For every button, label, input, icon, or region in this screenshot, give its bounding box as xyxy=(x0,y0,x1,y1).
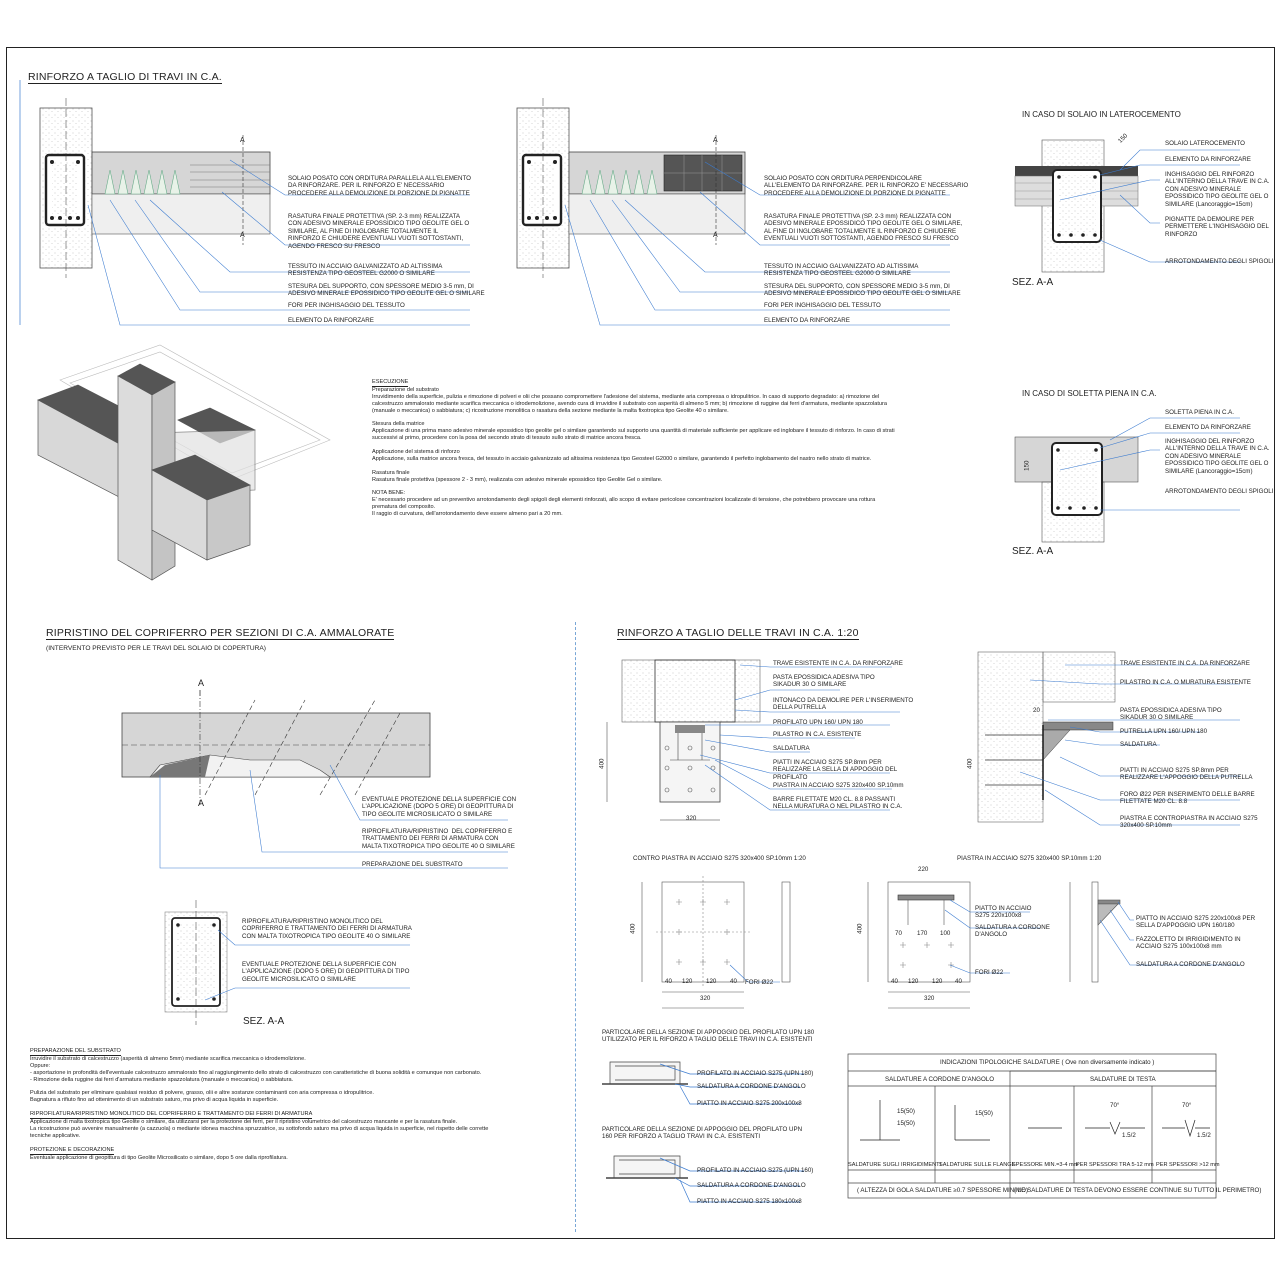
weld-cell: SPESSORE MIN.=3-4 mm xyxy=(1012,1162,1079,1168)
latero-title: IN CASO DI SOLAIO IN LATEROCEMENTO xyxy=(1022,110,1181,119)
piastra-dim: 40 xyxy=(955,978,962,985)
travi-right-callout: PILASTRO IN C.A. O MURATURA ESISTENTE xyxy=(1120,679,1251,686)
callout-stesura: STESURA DEL SUPPORTO, CON SPESSORE MEDIO 3-5 mm, DI ADESIVO MINERALE EPOSSIDICO TIPO GEOLITE GEL O SIMILARE xyxy=(288,283,485,298)
weld-mark: 70° xyxy=(1110,1102,1120,1109)
section-marker-a: A xyxy=(713,232,718,239)
ripristino-notes: PREPARAZIONE DEL SUBSTRATO Irruvidire il substrato di calcestruzzo (asperità di almeno 5mm) mediante scarifica meccanica o idrodemolizione. Oppure: - asportazione in profondità dell'eventuale calcestruzzo ammalorato fino al raggiungimento dello strato di calcestruzzo con caratteristiche di buona solidità e comunque non carbonato. - Rimozione della ruggine dai ferri d'armatura mediante spazzolatura (manuale o meccanica) o sabbiatura. Pulizia del substrato per eliminare qualsiasi residuo di polvere, grasso, olii e altre sostanze contaminanti con aria compressa o idropulitrice. Bagnatura a rifiuto fino ad ottenimento di un substrato saturo, ma privo di acqua liquida in superficie. RIPROFILATURA/RIPRISTINO MONOLITICO DEL COPRIFERRO E TRATTAMENTO DEI FERRI DI ARMATURA Applicazione di malta tixotropica tipo Geolite o similare, da utilizzarsi per la protezione dei ferri, per il ripristino volumetrico del calcestruzzo mancante e per la rasatura finale. La ricostruzione può avvenire manualmente (a cazzuola) o mediante idonea macchina spruzzatrice, su sottofondo saturo ma privo di acqua liquida in superficie, nel rispetto delle corrette tecniche applicative. PROTEZIONE E DECORAZIONE Eventuale applicazione di geopittura di tipo Geolite Microsilicato o similare, dopo 5 ore dalla riprofilatura. xyxy=(30,1048,489,1161)
ripristino-title: RIPRISTINO DEL COPRIFERRO PER SEZIONI DI C.A. AMMALORATE xyxy=(46,627,395,639)
dim-20: 20 xyxy=(1033,707,1040,714)
piastra-dim: 120 xyxy=(908,978,919,985)
latero-callout: ARROTONDAMENTO DEGLI SPIGOLI xyxy=(1165,258,1274,265)
callout-solaio-perpendicolare: SOLAIO POSATO CON ORDITURA PERPENDICOLARE ALL'ELEMENTO DA RINFORZARE. PER IL RINFORZO E' NECESSARIO PROCEDERE ALLA DEMOLIZIONE DI PORZIONE DI PIGNATTE xyxy=(764,175,969,197)
contro-dim: 40 xyxy=(730,978,737,985)
soletta-callout: ELEMENTO DA RINFORZARE xyxy=(1165,424,1251,431)
soletta-callout: SOLETTA PIENA IN C.A. xyxy=(1165,409,1234,416)
callout-rasatura: RASATURA FINALE PROTETTIVA (SP. 2-3 mm) REALIZZATA CON ADESIVO MINERALE EPOSSIDICO TIPO GEOLITE GEL O SIMILARE, AL FINE DI INGLOBARE TOTALMENTE IL RINFORZO E CHIUDERE EVENTUALI VUOTI SOTTOSTANTI, AGENDO FRESCO SU FRESCO xyxy=(288,213,470,250)
contro-dim: 40 xyxy=(665,978,672,985)
travi-left-callout: SALDATURA xyxy=(773,745,810,752)
vertical-divider xyxy=(575,622,576,1232)
piastra-dim: 120 xyxy=(932,978,943,985)
ripristino-section-callout: EVENTUALE PROTEZIONE DELLA SUPERFICIE CON L'APPLICAZIONE (DOPO 5 ORE) DI GEOPITTURA DI TIPO GEOLITE MICROSILICATO O SIMILARE xyxy=(242,961,410,983)
weld-foot-a: ( ALTEZZA DI GOLA SALDATURE ≥0.7 SPESSORE MINIMO) xyxy=(857,1187,1028,1194)
piastra-dim-height: 400 xyxy=(856,923,864,934)
weld-col-a: SALDATURE A CORDONE D'ANGOLO xyxy=(885,1076,995,1083)
callout-tessuto: TESSUTO IN ACCIAIO GALVANIZZATO AD ALTISSIMA RESISTENZA TIPO GEOSTEEL G2000 O SIMILARE xyxy=(764,263,919,278)
latero-callout: ELEMENTO DA RINFORZARE xyxy=(1165,156,1251,163)
upn160-detail-drawing xyxy=(606,1156,804,1202)
weld-foot-b: ( LE SALDATURE DI TESTA DEVONO ESSERE CONTINUE SU TUTTO IL PERIMETRO) xyxy=(1014,1187,1262,1194)
latero-callout: INGHISAGGIO DEL RINFORZO ALL'INTERNO DELLA TRAVE IN C.A. CON ADESIVO MINERALE EPOSSIDICO TIPO GEOLITE GEL O SIMILARE (Lancoraggio=15cm) xyxy=(1165,171,1270,208)
callout-fori: FORI PER INGHISAGGIO DEL TESSUTO xyxy=(764,302,881,309)
upn180-callout: SALDATURA A CORDONE D'ANGOLO xyxy=(697,1083,806,1090)
soletta-callout: ARROTONDAMENTO DEGLI SPIGOLI xyxy=(1165,488,1274,495)
weld-mark: 15(50) xyxy=(897,1120,915,1127)
fazzoletto-callout: FAZZOLETTO DI IRRIGIDIMENTO IN ACCIAIO S275 100x100x8 mm xyxy=(1136,936,1241,951)
esecuzione-text: ESECUZIONE Preparazione del substrato Irruvidimento della superficie, pulizia e rimozione di polveri e olii che possano compromettere l'adesione del sistema, mediante aria compressa o idropulitrice. In caso di supporto degradato: a) rimozione del calcestruzzo ammalorato mediante scarifica meccanica o idrodemolizione, avendo cura di irruvidire il substrato con asperità di almeno 5 mm; b) rimozione di ruggine dai ferri d'armatura, mediante spazzolatura (manuale o meccanica) o sabbiatura; c) ricostruzione monolitica o rasatura della sezione mediante la malta fixotropica tipo Geolite 40 o similare. Stesura della matrice Applicazione di una prima mano adesivo minerale epossidico tipo geolite gel o similare garantendo sul supporto una quantità di materiale sufficiente per applicare ed inglobare il tessuto di rinforzo. In caso di strati successivi al primo, procedere con la posa del secondo strato di tessuto sullo strato di matrice ancora fresca. Applicazione del sistema di rinforzo Applicazione, sulla matrice ancora fresca, del tessuto in acciaio galvanizzato ad altissima resistenza tipo Geosteel G2000 o similare, garantendo il perfetto inglobamento del nastro nello strato di matrice. Rasatura finale Rasatura finale protettiva (spessore 2 - 3 mm), realizzata con adesivo minerale epossidico tipo Geolite Gel o similare. NOTA BENE: E' necessario procedere ad un preventivo arrotondamento degli spigoli degli elementi rinforzati, allo scopo di evitare pericolose concentrazioni localizzate di tensione, che potrebbero provocare una rottura prematura del composito. Il raggio di curvatura, dell'arrotondamento deve essere almeno pari a 20 mm. xyxy=(372,379,895,518)
upn160-callout: PIATTO IN ACCIAIO S275 180x100x8 xyxy=(697,1198,802,1205)
upn160-title: PARTICOLARE DELLA SEZIONE DI APPOGGIO DEL PROFILATO UPN 160 PER RIFORZO A TAGLIO TRAVI IN C.A. ESISTENTI xyxy=(602,1126,803,1141)
callout-solaio-parallelo: SOLAIO POSATO CON ORDITURA PARALLELA ALL'ELEMENTO DA RINFORZARE. PER IL RINFORZO E' NECESSARIO PROCEDERE ALLA DEMOLIZIONE DI PORZIONE DI PIGNATTE xyxy=(288,175,471,197)
ripristino-section-label: SEZ. A-A xyxy=(243,1016,285,1027)
section-marker-a: A xyxy=(240,232,245,239)
latero-callout: PIGNATTE DA DEMOLIRE PER PERMETTERE L'INGHISAGGIO DEL RINFORZO xyxy=(1165,216,1269,238)
travi-right-callout: PIASTRA E CONTROPIASTRA IN ACCIAIO S275 320x400 SP.10mm xyxy=(1120,815,1258,830)
weld-col-b: SALDATURE DI TESTA xyxy=(1090,1076,1156,1083)
weld-mark: 15(50) xyxy=(975,1110,993,1117)
ripristino-callout-riprofilatura: RIPROFILATURA/RIPRISTINO DEL COPRIFERRO E TRATTAMENTO DEI FERRI DI ARMATURA CON MALTA TIXOTROPICA TIPO GEOLITE 40 O SIMILARE xyxy=(362,828,515,850)
travi-right-callout: PIATTI IN ACCIAIO S275 SP.8mm PER REALIZZARE L'APPOGGIO DELLA PUTRELLA xyxy=(1120,767,1253,782)
upn160-callout: PROFILATO IN ACCIAIO S275 (UPN 160) xyxy=(697,1167,814,1174)
latero-dim: 150 xyxy=(1116,132,1130,145)
ripristino-section-callout: RIPROFILATURA/RIPRISTINO MONOLITICO DEL COPRIFERRO E TRATTAMENTO DEI FERRI DI ARMATURA CON MALTA TIXOTROPICA TIPO GEOLITE 40 O SIMILARE xyxy=(242,918,412,940)
travi-left-callout: PIATTI IN ACCIAIO S275 SP.8mm PER REALIZZARE LA SELLA DI APPOGGIO DEL PROFILATO xyxy=(773,759,898,781)
callout-elemento: ELEMENTO DA RINFORZARE xyxy=(288,317,374,324)
travi-left-callout: PROFILATO UPN 160/ UPN 180 xyxy=(773,719,863,726)
ripristino-callout-preparazione: PREPARAZIONE DEL SUBSTRATO xyxy=(362,861,463,868)
travi-left-callout: PIASTRA IN ACCIAIO S275 320x400 SP.10mm xyxy=(773,782,904,789)
callout-elemento: ELEMENTO DA RINFORZARE xyxy=(764,317,850,324)
contro-dim-total: 320 xyxy=(700,995,711,1002)
travi-right-callout: SALDATURA xyxy=(1120,741,1157,748)
dim-400: 400 xyxy=(598,758,606,769)
contro-dim-height: 400 xyxy=(629,923,637,934)
piastra-plate-drawing xyxy=(868,882,1040,1008)
piastra-title: PIASTRA IN ACCIAIO S275 320x400 SP.10mm 1:20 xyxy=(957,855,1102,862)
isometric-node-drawing xyxy=(38,345,330,580)
travi-right-callout: FORO Ø22 PER INSERIMENTO DELLE BARRE FILETTATE M20 CL. 8.8 xyxy=(1120,791,1255,806)
piastra-callout: SALDATURA A CORDONE D'ANGOLO xyxy=(975,924,1050,939)
weld-mark: 70° xyxy=(1182,1102,1192,1109)
fazzoletto-callout: PIATTO IN ACCIAIO S275 220x100x8 PER SELLA D'APPOGGIO UPN 160/180 xyxy=(1136,915,1256,930)
section-marker-a: A xyxy=(713,137,718,144)
ripristino-marker-top: A xyxy=(198,678,205,688)
latero-section-label: SEZ. A-A xyxy=(1012,277,1054,288)
ripristino-marker-bottom: A xyxy=(198,798,205,808)
soletta-dim: 150 xyxy=(1023,460,1031,471)
contro-fori: FORI Ø22 xyxy=(745,979,774,986)
travi-left-callout: PASTA EPOSSIDICA ADESIVA TIPO SIKADUR 30 O SIMILARE xyxy=(773,674,875,689)
upn180-callout: PIATTO IN ACCIAIO S275 200x100x8 xyxy=(697,1100,802,1107)
upn180-title: PARTICOLARE DELLA SEZIONE DI APPOGGIO DEL PROFILATO UPN 180 UTILIZZATO PER IL RIFORZO A TAGLIO DELLE TRAVI IN C.A. ESISTENTI xyxy=(602,1029,815,1044)
callout-fori: FORI PER INGHISAGGIO DEL TESSUTO xyxy=(288,302,405,309)
contro-dim: 120 xyxy=(706,978,717,985)
upn160-callout: SALDATURA A CORDONE D'ANGOLO xyxy=(697,1182,806,1189)
soletta-section-label: SEZ. A-A xyxy=(1012,546,1054,557)
section-marker-a: A xyxy=(240,137,245,144)
piastra-dim: 320 xyxy=(924,995,935,1002)
piastra-dim: 100 xyxy=(940,930,951,937)
piastra-dim: 40 xyxy=(891,978,898,985)
travi-right-callout: PASTA EPOSSIDICA ADESIVA TIPO SIKADUR 30 O SIMILARE xyxy=(1120,707,1222,722)
soletta-callout: INGHISAGGIO DEL RINFORZO ALL'INTERNO DELLA TRAVE IN C.A. CON ADESIVO MINERALE EPOSSIDICO TIPO GEOLITE GEL O SIMILARE (Lancoraggio=15cm) xyxy=(1165,438,1270,475)
fazzoletto-callout: SALDATURA A CORDONE D'ANGOLO xyxy=(1136,961,1245,968)
callout-rasatura: RASATURA FINALE PROTETTIVA (SP. 2-3 mm) REALIZZATA CON ADESIVO MINERALE EPOSSIDICO TIPO GEOLITE GEL O SIMILARE, AL FINE DI INGLOBARE TOTALMENTE IL RINFORZO E CHIUDERE EVENTUALI VUOTI SOTTOSTANTI, AGENDO FRESCO SU FRESCO xyxy=(764,213,963,243)
soletta-title: IN CASO DI SOLETTA PIENA IN C.A. xyxy=(1022,389,1157,398)
contro-plate-drawing xyxy=(642,876,790,1008)
weld-cell: PER SPESSORI >12 mm xyxy=(1156,1162,1220,1168)
latero-callout: SOLAIO LATEROCEMENTO xyxy=(1165,140,1245,147)
top-section-title: RINFORZO A TAGLIO DI TRAVI IN C.A. xyxy=(28,71,222,83)
weld-cell: SALDATURE SUGLI IRRIGIDIMENTI xyxy=(848,1162,942,1168)
travi-left-callout: TRAVE ESISTENTE IN C.A. DA RINFORZARE xyxy=(773,660,903,667)
piastra-dim: 70 xyxy=(895,930,902,937)
travi-left-callout: BARRE FILETTATE M20 CL. 8.8 PASSANTI NELLA MURATURA O NEL PILASTRO IN C.A. xyxy=(773,796,903,811)
callout-tessuto: TESSUTO IN ACCIAIO GALVANIZZATO AD ALTISSIMA RESISTENZA TIPO GEOSTEEL G2000 O SIMILARE xyxy=(288,263,443,278)
soletta-section-drawing xyxy=(1015,418,1240,542)
callout-stesura: STESURA DEL SUPPORTO, CON SPESSORE MEDIO 3-5 mm, DI ADESIVO MINERALE EPOSSIDICO TIPO GEOLITE GEL O SIMILARE xyxy=(764,283,961,298)
weld-mark: 1.5/2 xyxy=(1122,1132,1136,1139)
ripristino-subtitle: (INTERVENTO PREVISTO PER LE TRAVI DEL SOLAIO DI COPERTURA) xyxy=(46,645,266,652)
upn180-callout: PROFILATO IN ACCIAIO S275 (UPN 180) xyxy=(697,1070,814,1077)
dim-400-right: 400 xyxy=(966,758,974,769)
ripristino-callout-protezione: EVENTUALE PROTEZIONE DELLA SUPERFICIE CON L'APPLICAZIONE (DOPO 5 ORE) DI GEOPITTURA DI TIPO GEOLITE MICROSILICATO O SIMILARE xyxy=(362,796,517,818)
travi-right-callout: TRAVE ESISTENTE IN C.A. DA RINFORZARE xyxy=(1120,660,1250,667)
piastra-callout: FORI Ø22 xyxy=(975,969,1004,976)
travi-left-callout: INTONACO DA DEMOLIRE PER L'INSERIMENTO DELLA PUTRELLA xyxy=(773,697,914,712)
weld-cell: PER SPESSORI TRA 5-12 mm xyxy=(1076,1162,1154,1168)
piastra-dim: 170 xyxy=(917,930,928,937)
dim-320: 320 xyxy=(686,815,697,822)
weld-cell: SALDATURE SULLE FLANGE xyxy=(939,1162,1016,1168)
contro-title: CONTRO PIASTRA IN ACCIAIO S275 320x400 SP.10mm 1:20 xyxy=(633,855,806,862)
contro-dim: 120 xyxy=(682,978,693,985)
weld-mark: 15(50) xyxy=(897,1108,915,1115)
travi-title: RINFORZO A TAGLIO DELLE TRAVI IN C.A. 1:20 xyxy=(617,627,859,639)
travi-left-callout: PILASTRO IN C.A. ESISTENTE xyxy=(773,731,862,738)
piastra-dim: 220 xyxy=(918,866,929,873)
piastra-callout: PIATTO IN ACCIAIO S275 220x100x8 xyxy=(975,905,1032,920)
weld-table-title: INDICAZIONI TIPOLOGICHE SALDATURE ( Ove non diversamente indicato ) xyxy=(940,1059,1155,1066)
weld-mark: 1.5/2 xyxy=(1197,1132,1211,1139)
travi-right-callout: PUTRELLA UPN 160/ UPN 180 xyxy=(1120,728,1208,735)
